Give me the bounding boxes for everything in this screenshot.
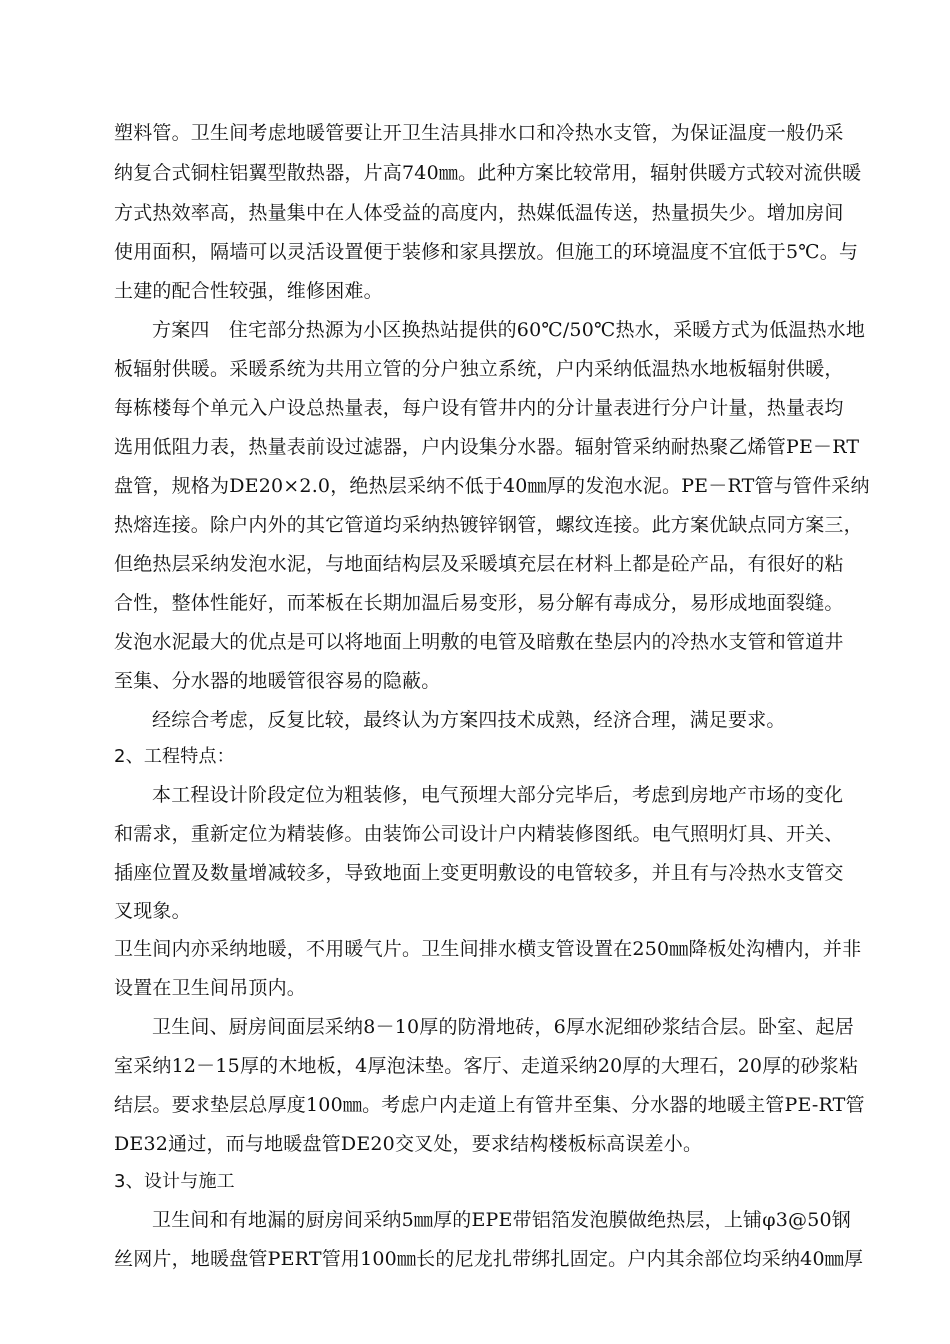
- text-line: 盘管，规格为DE20×2.0，绝热层采纳不低于40㎜厚的发泡水泥。PE－RT管与管件采纳: [114, 475, 870, 497]
- text-line: 方式热效率高，热量集中在人体受益的高度内，热媒低温传送，热量损失少。增加房间: [114, 202, 844, 224]
- section-heading: 2、工程特点：: [114, 746, 235, 767]
- text-line: DE32通过，而与地暖盘管DE20交叉处，要求结构楼板标高误差小。: [114, 1133, 703, 1155]
- text-line: 室采纳12－15厚的木地板，4厚泡沫垫。客厅、走道采纳20厚的大理石，20厚的砂浆粘: [114, 1055, 859, 1077]
- text-line: 选用低阻力表，热量表前设过滤器，户内设集分水器。辐射管采纳耐热聚乙烯管PE－RT: [114, 436, 860, 458]
- text-line: 本工程设计阶段定位为粗装修，电气预埋大部分完毕后，考虑到房地产市场的变化: [152, 784, 844, 806]
- text-line: 卫生间、厨房间面层采纳8－10厚的防滑地砖，6厚水泥细砂浆结合层。卧室、起居: [152, 1016, 854, 1038]
- text-line: 土建的配合性较强，维修困难。: [114, 280, 383, 302]
- text-line: 发泡水泥最大的优点是可以将地面上明敷的电管及暗敷在垫层内的冷热水支管和管道井: [114, 631, 844, 653]
- text-line: 但绝热层采纳发泡水泥，与地面结构层及采暖填充层在材料上都是砼产品，有很好的粘: [114, 553, 844, 575]
- text-line: 和需求，重新定位为精装修。由装饰公司设计户内精装修图纸。电气照明灯具、开关、: [114, 823, 844, 845]
- text-line: 塑料管。卫生间考虑地暖管要让开卫生洁具排水口和冷热水支管，为保证温度一般仍采: [114, 122, 844, 144]
- text-line: 叉现象。: [114, 900, 191, 922]
- text-line: 丝网片，地暖盘管PERT管用100㎜长的尼龙扎带绑扎固定。户内其余部位均采纳40㎜厚: [114, 1248, 864, 1270]
- text-line: 插座位置及数量增减较多，导致地面上变更明敷设的电管较多，并且有与冷热水支管交: [114, 862, 844, 884]
- text-line: 结层。要求垫层总厚度100㎜。考虑户内走道上有管井至集、分水器的地暖主管PE-RT管: [114, 1094, 865, 1116]
- text-line: 板辐射供暖。采暖系统为共用立管的分户独立系统，户内采纳低温热水地板辐射供暖，: [114, 358, 844, 380]
- text-line: 纳复合式铜柱铝翼型散热器，片高740㎜。此种方案比较常用，辐射供暖方式较对流供暖: [114, 162, 862, 184]
- text-line: 至集、分水器的地暖管很容易的隐蔽。: [114, 670, 441, 692]
- text-line: 卫生间内亦采纳地暖，不用暖气片。卫生间排水横支管设置在250㎜降板处沟槽内，并非: [114, 938, 862, 960]
- text-line: 设置在卫生间吊顶内。: [114, 977, 307, 999]
- text-line: 合性，整体性能好，而苯板在长期加温后易变形，易分解有毒成分，易形成地面裂缝。: [114, 592, 844, 614]
- text-line: 热熔连接。除户内外的其它管道均采纳热镀锌钢管，螺纹连接。此方案优缺点同方案三，: [114, 514, 863, 536]
- text-line: 经综合考虑，反复比较，最终认为方案四技术成熟，经济合理，满足要求。: [152, 709, 786, 731]
- section-heading: 3、设计与施工: [114, 1171, 235, 1192]
- text-line: 使用面积，隔墙可以灵活设置便于装修和家具摆放。但施工的环境温度不宜低于5℃。与: [114, 241, 859, 263]
- text-line: 每栋楼每个单元入户设总热量表，每户设有管井内的分计量表进行分户计量，热量表均: [114, 397, 844, 419]
- text-line: 卫生间和有地漏的厨房间采纳5㎜厚的EPE带铝箔发泡膜做绝热层，上铺φ3@50钢: [152, 1209, 851, 1231]
- text-line: 方案四 住宅部分热源为小区换热站提供的60℃/50℃热水，采暖方式为低温热水地: [152, 319, 866, 341]
